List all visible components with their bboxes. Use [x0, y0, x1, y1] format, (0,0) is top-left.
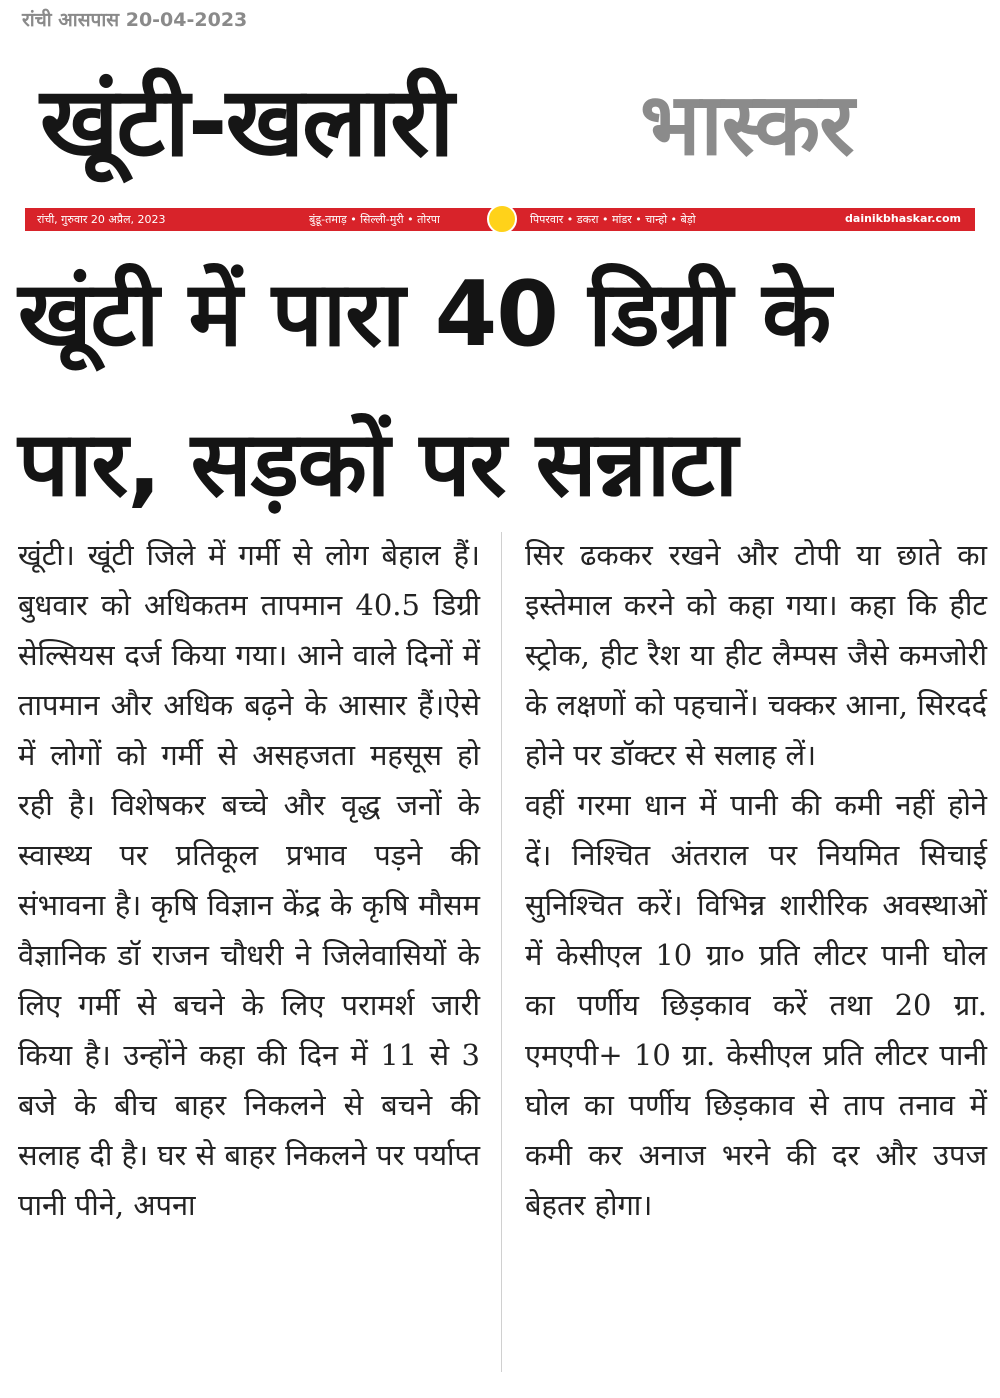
dateline-areas-left: बुंडू-तमाड़ • सिल्ली-मुरी • तोरपा: [309, 213, 440, 226]
masthead-brand-logo: भास्कर: [640, 75, 854, 175]
masthead-title: खूंटी-खलारी: [40, 66, 453, 178]
article-headline: खूंटी में पारा 40 डिग्री के पार, सड़कों पर सन्नाटा: [18, 262, 831, 517]
masthead: [0, 62, 1000, 182]
dateline-date: रांची, गुरुवार 20 अप्रैल, 2023: [37, 213, 166, 226]
article-column-left: [18, 530, 480, 1230]
page-edition-label: रांची आसपास 20-04-2023: [22, 9, 248, 31]
article-paragraph: सिर ढककर रखने और टोपी या छाते का इस्तेमाल करने को कहा गया। कहा कि हीट स्ट्रोक, हीट रैश या हीट लैम्पस जैसे कमजोरी के लक्षणों को पहचानें। चक्कर आना, सिरदर्द होने पर डॉक्टर से सलाह लें।: [525, 538, 987, 772]
article-column-right: [525, 530, 987, 1230]
sun-icon: [487, 204, 517, 234]
website-link: dainikbhaskar.com: [845, 212, 961, 225]
article-paragraph: वहीं गरमा धान में पानी की कमी नहीं होने दें। निश्चित अंतराल पर नियमित सिचाई सुनिश्चित करें। विभिन्न शारीरिक अवस्थाओं में केसीएल 10 ग्रा० प्रति लीटर पानी घोल का पर्णीय छिड़काव करें तथा 20 ग्रा. एमएपी+ 10 ग्रा. केसीएल प्रति लीटर पानी घोल का पर्णीय छिड़काव से ताप तनाव में कमी कर अनाज भरने की दर और उपज बेहतर होगा।: [525, 788, 987, 1222]
dateline-areas-right: पिपरवार • डकरा • मांडर • चान्हो • बेड़ो: [530, 213, 696, 226]
article-paragraph: खूंटी। खूंटी जिले में गर्मी से लोग बेहाल हैं। बुधवार को अधिकतम तापमान 40.5 डिग्री सेल्सियस दर्ज किया गया। आने वाले दिनों में तापमान और अधिक बढ़ने के आसार हैं।ऐसे में लोगों को गर्मी से असहजता महसूस हो रही है। विशेषकर बच्चे और वृद्ध जनों के स्वास्थ्य पर प्रतिकूल प्रभाव पड़ने की संभावना है। कृषि विज्ञान केंद्र के कृषि मौसम वैज्ञानिक डॉ राजन चौधरी ने जिलेवासियों के लिए गर्मी से बचने के लिए परामर्श जारी किया है। उन्होंने कहा की दिन में 11 से 3 बजे के बीच बाहर निकलने से बचने की सलाह दी है। घर से बाहर निकलने पर पर्याप्त पानी पीने, अपना: [18, 538, 480, 1222]
dateline-bar: [25, 208, 975, 231]
column-divider: [501, 532, 502, 1372]
